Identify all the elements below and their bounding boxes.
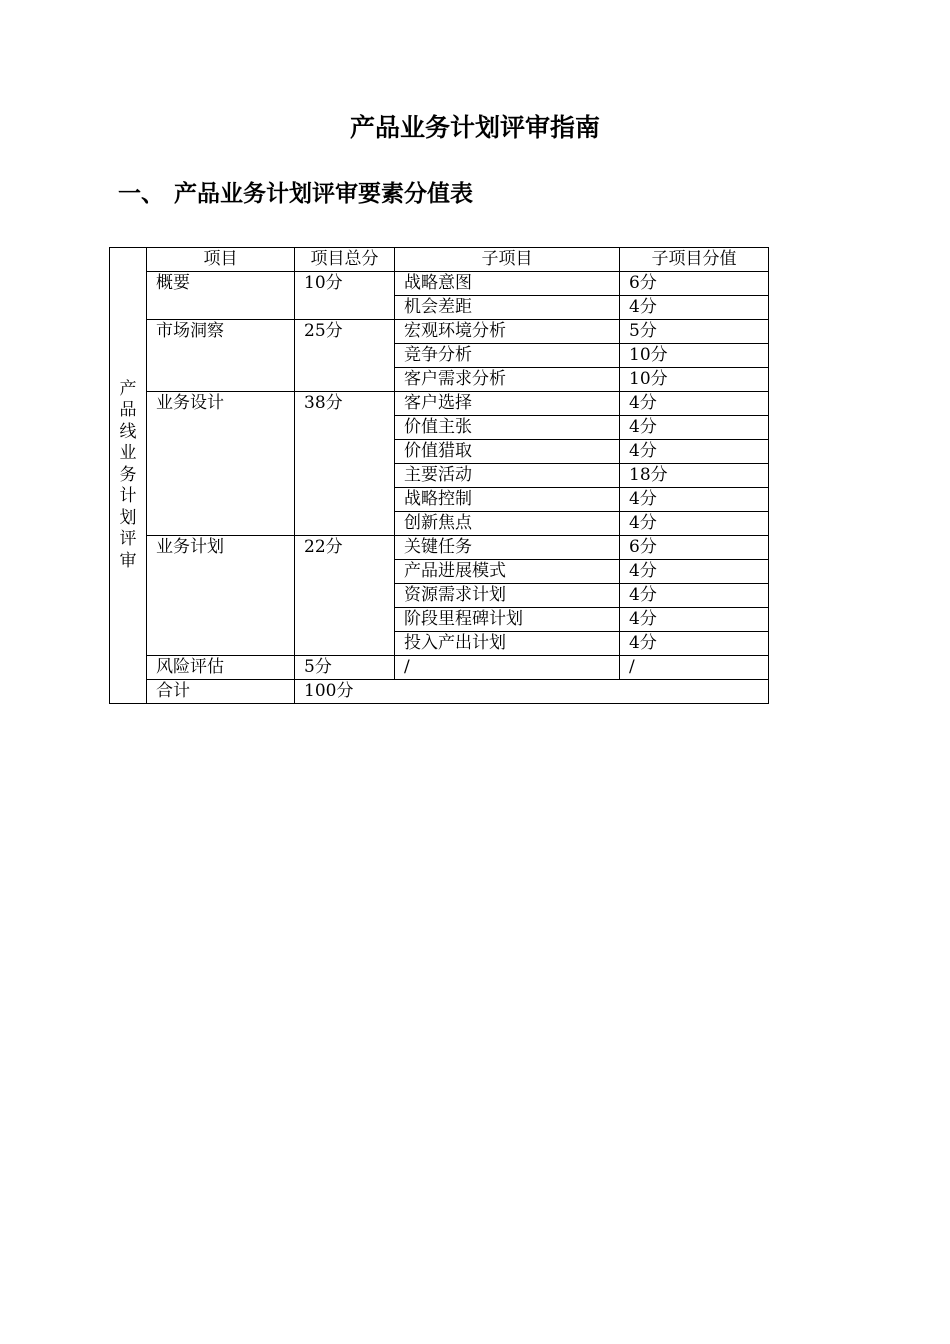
sub-item-cell: 资源需求计划 (395, 584, 620, 608)
document-title: 产品业务计划评审指南 (349, 113, 600, 142)
item-cell: 风险评估 (147, 656, 295, 680)
sub-score-cell: 6分 (620, 536, 769, 560)
sub-item-cell: 主要活动 (395, 464, 620, 488)
sub-score-cell: 10分 (620, 344, 769, 368)
header-sub-score: 子项目分值 (620, 248, 769, 272)
sub-item-cell: 客户选择 (395, 392, 620, 416)
item-total-cell: 38分 (295, 392, 395, 536)
sub-score-cell: 4分 (620, 632, 769, 656)
sub-score-cell: 4分 (620, 440, 769, 464)
sub-score-cell: 4分 (620, 512, 769, 536)
total-label-cell: 合计 (147, 680, 295, 704)
sub-score-cell: 4分 (620, 392, 769, 416)
sub-item-cell: 机会差距 (395, 296, 620, 320)
table-row (110, 392, 769, 416)
header-sub-item: 子项目 (395, 248, 620, 272)
item-cell: 业务设计 (147, 392, 295, 536)
sub-score-cell: 6分 (620, 272, 769, 296)
sub-item-cell: 价值猎取 (395, 440, 620, 464)
sub-item-cell: 战略控制 (395, 488, 620, 512)
sub-score-cell: / (620, 656, 769, 680)
item-cell: 业务计划 (147, 536, 295, 656)
total-value-cell: 100分 (295, 680, 769, 704)
table-row (110, 320, 769, 344)
item-total-cell: 10分 (295, 272, 395, 320)
table-row (110, 656, 769, 680)
sub-item-cell: / (395, 656, 620, 680)
section-number: 一、 (118, 181, 164, 207)
sub-score-cell: 4分 (620, 560, 769, 584)
item-total-cell: 5分 (295, 656, 395, 680)
header-item: 项目 (147, 248, 295, 272)
sub-item-cell: 产品进展模式 (395, 560, 620, 584)
sub-score-cell: 4分 (620, 416, 769, 440)
sub-score-cell: 5分 (620, 320, 769, 344)
score-table (109, 247, 769, 704)
item-total-cell: 25分 (295, 320, 395, 392)
section-heading (118, 174, 473, 214)
header-row (110, 248, 769, 272)
sub-item-cell: 竞争分析 (395, 344, 620, 368)
sub-item-cell: 宏观环境分析 (395, 320, 620, 344)
score-table-body (110, 248, 769, 704)
total-row (110, 680, 769, 704)
side-label-cell (110, 248, 147, 704)
sub-score-cell: 4分 (620, 608, 769, 632)
item-cell: 概要 (147, 272, 295, 320)
sub-score-cell: 4分 (620, 296, 769, 320)
section-title: 产品业务计划评审要素分值表 (174, 181, 473, 207)
header-item-total: 项目总分 (295, 248, 395, 272)
sub-item-cell: 客户需求分析 (395, 368, 620, 392)
table-row (110, 536, 769, 560)
side-label: 产品线业务计划评审 (119, 378, 137, 571)
item-cell: 市场洞察 (147, 320, 295, 392)
sub-score-cell: 4分 (620, 584, 769, 608)
sub-item-cell: 阶段里程碑计划 (395, 608, 620, 632)
sub-item-cell: 关键任务 (395, 536, 620, 560)
sub-score-cell: 18分 (620, 464, 769, 488)
sub-score-cell: 4分 (620, 488, 769, 512)
sub-item-cell: 价值主张 (395, 416, 620, 440)
table-row (110, 272, 769, 296)
sub-item-cell: 战略意图 (395, 272, 620, 296)
sub-item-cell: 投入产出计划 (395, 632, 620, 656)
item-total-cell: 22分 (295, 536, 395, 656)
sub-item-cell: 创新焦点 (395, 512, 620, 536)
sub-score-cell: 10分 (620, 368, 769, 392)
